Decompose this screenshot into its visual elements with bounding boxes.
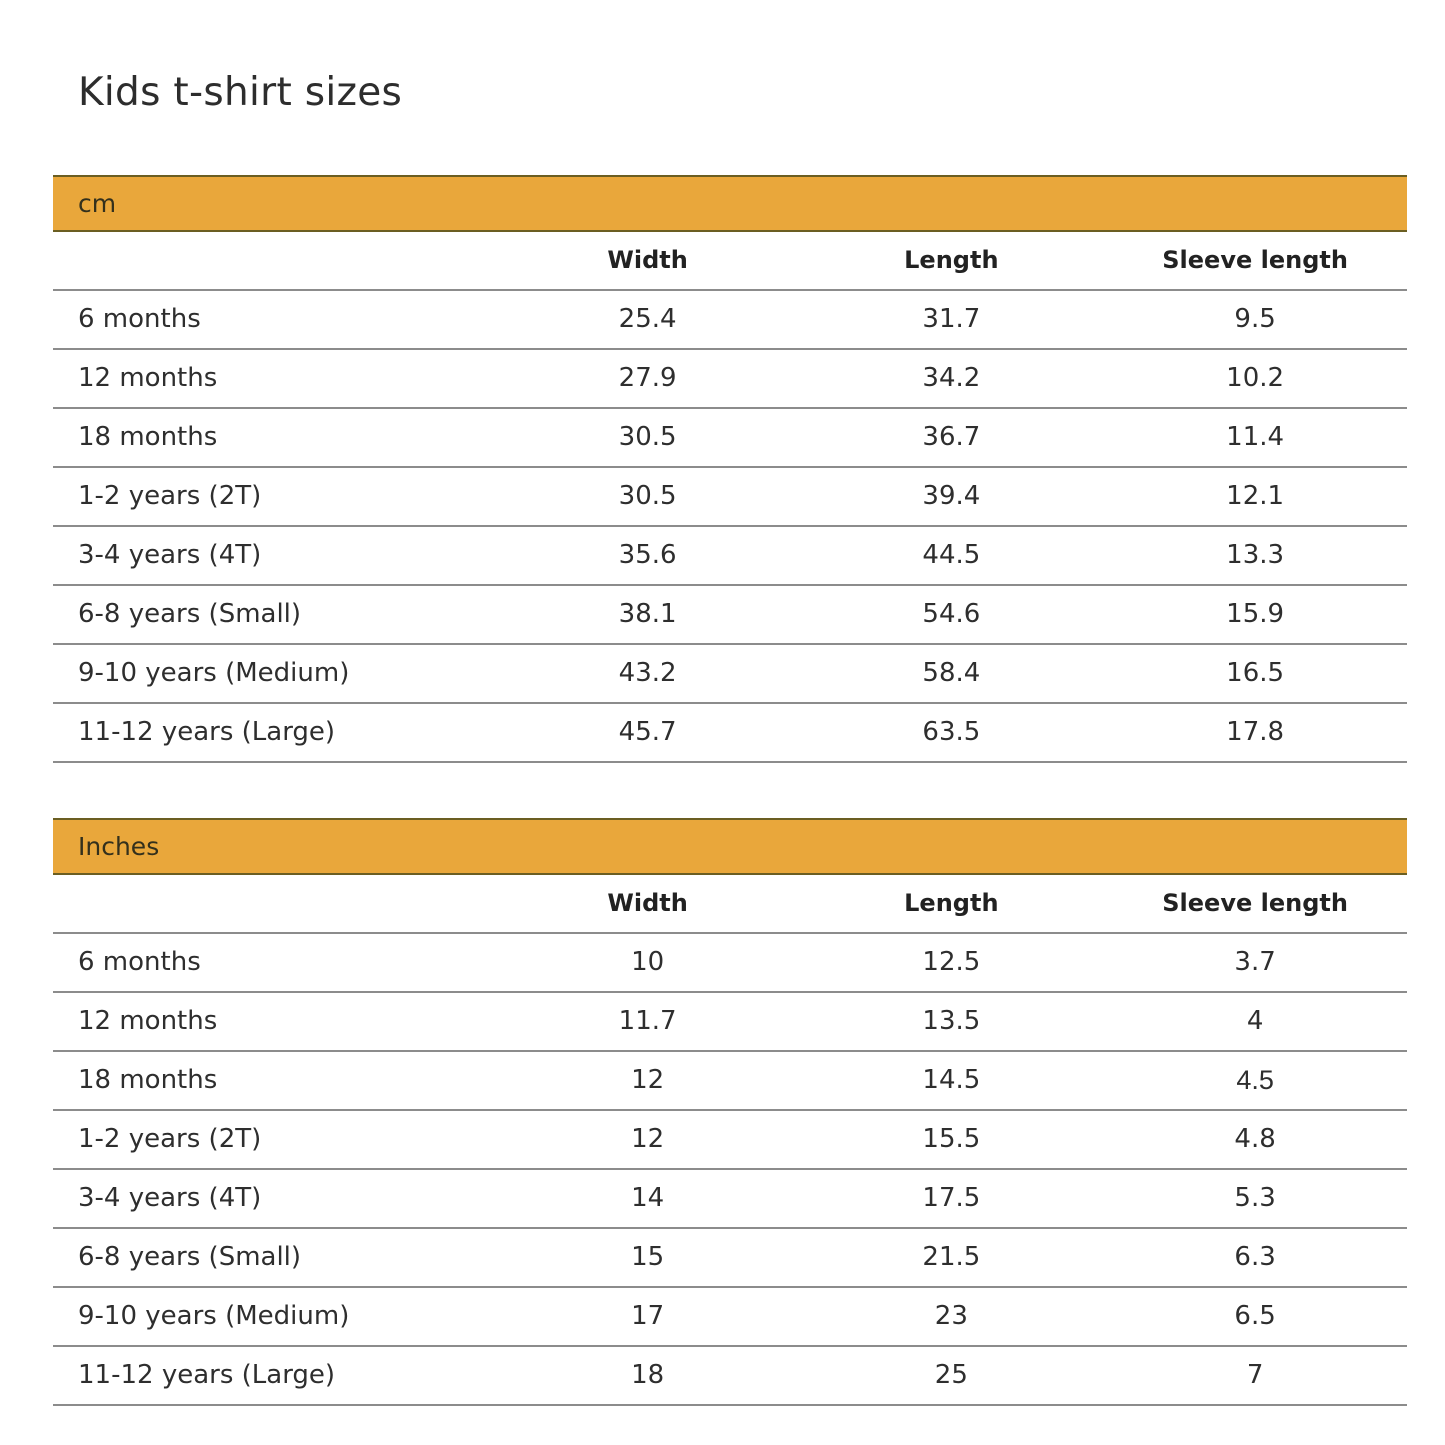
cell-value: 10.2 bbox=[1103, 349, 1407, 408]
table-row bbox=[53, 1110, 1407, 1169]
cell-value: 17.5 bbox=[799, 1169, 1103, 1228]
cell-value: 63.5 bbox=[799, 703, 1103, 762]
cell-value: 11.7 bbox=[496, 992, 800, 1051]
cell-value: 30.5 bbox=[496, 408, 800, 467]
cell-value: 13.3 bbox=[1103, 526, 1407, 585]
cell-value: 15 bbox=[496, 1228, 800, 1287]
table-row bbox=[53, 526, 1407, 585]
table-row bbox=[53, 1228, 1407, 1287]
cell-value: 15.9 bbox=[1103, 585, 1407, 644]
row-label: 9-10 years (Medium) bbox=[53, 644, 496, 703]
cell-value: 58.4 bbox=[799, 644, 1103, 703]
table-row bbox=[53, 644, 1407, 703]
cell-value: 35.6 bbox=[496, 526, 800, 585]
cell-value: 17 bbox=[496, 1287, 800, 1346]
row-label: 6 months bbox=[53, 290, 496, 349]
cell-value: 6.3 bbox=[1103, 1228, 1407, 1287]
cell-value: 12 bbox=[496, 1051, 800, 1110]
cell-value: 4.8 bbox=[1103, 1110, 1407, 1169]
table-row bbox=[53, 585, 1407, 644]
row-label: 3-4 years (4T) bbox=[53, 526, 496, 585]
table-row bbox=[53, 933, 1407, 992]
row-label: 1-2 years (2T) bbox=[53, 1110, 496, 1169]
cell-value: 25 bbox=[799, 1346, 1103, 1405]
cm-unit-band bbox=[53, 175, 1407, 232]
row-label: 12 months bbox=[53, 992, 496, 1051]
cell-value: 44.5 bbox=[799, 526, 1103, 585]
cell-value: 3.7 bbox=[1103, 933, 1407, 992]
cell-value: 14 bbox=[496, 1169, 800, 1228]
cell-value: 27.9 bbox=[496, 349, 800, 408]
table-row bbox=[53, 467, 1407, 526]
cell-value: 4 bbox=[1103, 992, 1407, 1051]
cell-value: 4.5 bbox=[1103, 1051, 1407, 1110]
row-label: 11-12 years (Large) bbox=[53, 703, 496, 762]
row-label: 6 months bbox=[53, 933, 496, 992]
table-row bbox=[53, 1051, 1407, 1110]
table-row bbox=[53, 349, 1407, 408]
cell-value: 12.5 bbox=[799, 933, 1103, 992]
row-label: 11-12 years (Large) bbox=[53, 1346, 496, 1405]
cell-value: 25.4 bbox=[496, 290, 800, 349]
cell-value: 15.5 bbox=[799, 1110, 1103, 1169]
cell-value: 10 bbox=[496, 933, 800, 992]
column-header-sleeve-length: Sleeve length bbox=[1103, 232, 1407, 290]
cell-value: 9.5 bbox=[1103, 290, 1407, 349]
inches-unit-band bbox=[53, 818, 1407, 875]
table-row bbox=[53, 1169, 1407, 1228]
cm-size-table bbox=[53, 232, 1407, 763]
inches-header-row bbox=[53, 875, 1407, 933]
cm-size-table-section bbox=[53, 175, 1407, 763]
cell-value: 38.1 bbox=[496, 585, 800, 644]
cell-value: 14.5 bbox=[799, 1051, 1103, 1110]
cell-value: 16.5 bbox=[1103, 644, 1407, 703]
column-header-width: Width bbox=[496, 232, 800, 290]
cell-value: 12.1 bbox=[1103, 467, 1407, 526]
column-header-length: Length bbox=[799, 232, 1103, 290]
cell-value: 18 bbox=[496, 1346, 800, 1405]
cell-value: 7 bbox=[1103, 1346, 1407, 1405]
row-label: 6-8 years (Small) bbox=[53, 1228, 496, 1287]
row-label: 6-8 years (Small) bbox=[53, 585, 496, 644]
cell-value: 54.6 bbox=[799, 585, 1103, 644]
table-row bbox=[53, 408, 1407, 467]
column-header-sleeve-length: Sleeve length bbox=[1103, 875, 1407, 933]
table-row bbox=[53, 290, 1407, 349]
cell-value: 34.2 bbox=[799, 349, 1103, 408]
column-header-length: Length bbox=[799, 875, 1103, 933]
cm-header-row bbox=[53, 232, 1407, 290]
cell-value: 30.5 bbox=[496, 467, 800, 526]
cell-value: 21.5 bbox=[799, 1228, 1103, 1287]
row-label: 3-4 years (4T) bbox=[53, 1169, 496, 1228]
cell-value: 17.8 bbox=[1103, 703, 1407, 762]
cell-value: 31.7 bbox=[799, 290, 1103, 349]
page-title: Kids t-shirt sizes bbox=[78, 70, 403, 115]
inches-size-table bbox=[53, 875, 1407, 1406]
row-label: 9-10 years (Medium) bbox=[53, 1287, 496, 1346]
row-label: 1-2 years (2T) bbox=[53, 467, 496, 526]
empty-header-cell bbox=[53, 875, 496, 933]
cell-value: 23 bbox=[799, 1287, 1103, 1346]
cell-value: 12 bbox=[496, 1110, 800, 1169]
cell-value: 45.7 bbox=[496, 703, 800, 762]
cell-value: 13.5 bbox=[799, 992, 1103, 1051]
cell-value: 6.5 bbox=[1103, 1287, 1407, 1346]
row-label: 18 months bbox=[53, 408, 496, 467]
table-row bbox=[53, 1287, 1407, 1346]
cell-value: 5.3 bbox=[1103, 1169, 1407, 1228]
cell-value: 43.2 bbox=[496, 644, 800, 703]
column-header-width: Width bbox=[496, 875, 800, 933]
table-row bbox=[53, 992, 1407, 1051]
cm-unit-label: cm bbox=[78, 188, 117, 218]
empty-header-cell bbox=[53, 232, 496, 290]
cell-value: 36.7 bbox=[799, 408, 1103, 467]
row-label: 12 months bbox=[53, 349, 496, 408]
table-row bbox=[53, 1346, 1407, 1405]
table-row bbox=[53, 703, 1407, 762]
row-label: 18 months bbox=[53, 1051, 496, 1110]
inches-unit-label: Inches bbox=[78, 831, 160, 861]
page-content bbox=[53, 0, 1407, 1406]
cell-value: 39.4 bbox=[799, 467, 1103, 526]
inches-size-table-section bbox=[53, 818, 1407, 1406]
cell-value: 11.4 bbox=[1103, 408, 1407, 467]
